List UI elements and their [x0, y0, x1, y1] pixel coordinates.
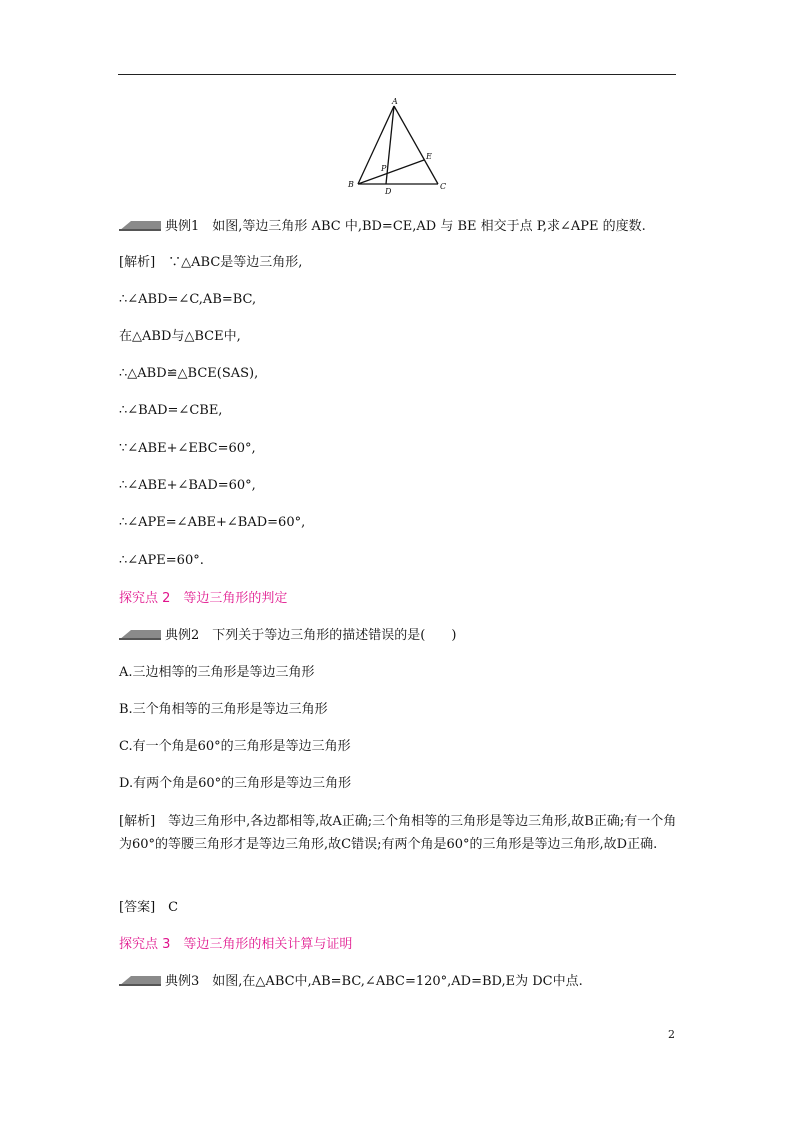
page-number: 2 [668, 1028, 675, 1041]
example-marker-icon [119, 628, 161, 640]
example2-tag: 典例2 [165, 628, 200, 643]
label-a: A [392, 97, 398, 106]
example1-step-5: ∴∠BAD=∠CBE, [119, 403, 223, 418]
example1-step-8: ∴∠APE=∠ABE+∠BAD=60°, [119, 515, 306, 530]
example1-step-7: ∴∠ABE+∠BAD=60°, [119, 478, 256, 493]
example2-option-c: C.有一个角是60°的三角形是等边三角形 [119, 739, 351, 754]
example2-analysis: [解析] 等边三角形中,各边都相等,故A正确;三个角相等的三角形是等边三角形,故B正确;有一个角为60°的等腰三角形才是等边三角形,故C错误;有两个角是60°的三角形是等边三角形,故D正确. [119, 814, 677, 852]
example3-tag: 典例3 [165, 974, 200, 989]
example2-option-d: D.有两个角是60°的三角形是等边三角形 [119, 776, 352, 791]
example1-question: 如图,等边三角形 ABC 中,BD=CE,AD 与 BE 相交于点 P,求∠APE 的度数. [212, 219, 646, 234]
label-c: C [440, 182, 447, 191]
example1-step-9: ∴∠APE=60°. [119, 553, 204, 568]
example2-question: 下列关于等边三角形的描述错误的是( ) [212, 628, 457, 643]
example2-question-line [119, 627, 456, 645]
example-marker-icon [119, 219, 161, 231]
section3-title: 探究点 3 等边三角形的相关计算与证明 [119, 937, 353, 952]
example1-step-3: 在△ABD与△BCE中, [119, 329, 241, 344]
header-rule [118, 74, 676, 75]
label-d: D [385, 187, 392, 196]
triangle-figure [340, 97, 460, 197]
example2-answer: [答案] C [119, 900, 179, 915]
example3-question: 如图,在△ABC中,AB=BC,∠ABC=120°,AD=BD,E为 DC中点. [212, 974, 583, 989]
example2-option-b: B.三个角相等的三角形是等边三角形 [119, 702, 328, 717]
label-b: B [348, 180, 354, 189]
example-marker-icon [119, 974, 161, 986]
example1-question-line [119, 218, 646, 236]
example1-step-6: ∵∠ABE+∠EBC=60°, [119, 441, 256, 456]
example2-option-a: A.三边相等的三角形是等边三角形 [119, 665, 315, 680]
example1-step-1: [解析] ∵△ABC是等边三角形, [119, 255, 303, 270]
label-e: E [426, 152, 432, 161]
example1-step-4: ∴△ABD≌△BCE(SAS), [119, 366, 259, 381]
triangle-diagram [340, 97, 460, 197]
label-p: P [381, 164, 387, 173]
segment-ac [394, 106, 438, 184]
section2-title: 探究点 2 等边三角形的判定 [119, 591, 288, 606]
example1-step-2: ∴∠ABD=∠C,AB=BC, [119, 292, 257, 307]
example3-question-line [119, 973, 583, 991]
example1-tag: 典例1 [165, 219, 200, 234]
